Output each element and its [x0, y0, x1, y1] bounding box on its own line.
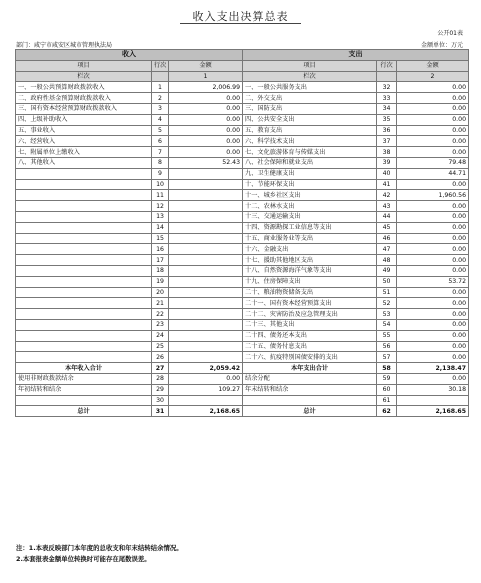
table-row — [16, 136, 469, 147]
income-row-no: 14 — [152, 222, 169, 233]
expense-amount: 1,960.56 — [397, 190, 469, 201]
header-row-expense: 行次 — [377, 60, 397, 71]
expense-item: 六、科学技术支出 — [243, 136, 377, 147]
income-total-amount: 2,059.42 — [169, 363, 243, 374]
expense-item: 十六、金融支出 — [243, 244, 377, 255]
income-amount — [169, 352, 243, 363]
expense-row-no: 40 — [377, 168, 397, 179]
income-row-no: 21 — [152, 298, 169, 309]
expense-item: 十一、城乡社区支出 — [243, 190, 377, 201]
income-amount — [169, 319, 243, 330]
income-item — [16, 276, 152, 287]
income-amount: 0.00 — [169, 136, 243, 147]
expense-row-no: 45 — [377, 222, 397, 233]
income-item: 八、其他收入 — [16, 157, 152, 168]
table-row — [16, 319, 469, 330]
income-row-no: 26 — [152, 352, 169, 363]
income-item: 二、政府性基金预算财政拨款收入 — [16, 93, 152, 104]
table-row — [16, 244, 469, 255]
income-item: 一、一般公共预算财政拨款收入 — [16, 82, 152, 93]
income-amount — [169, 341, 243, 352]
expense-amount: 0.00 — [397, 265, 469, 276]
income-item — [16, 244, 152, 255]
expense-row-no: 39 — [377, 157, 397, 168]
expense-amount: 0.00 — [397, 373, 469, 384]
income-row-no: 24 — [152, 330, 169, 341]
table-row — [16, 157, 469, 168]
income-amount — [169, 244, 243, 255]
expense-item — [243, 395, 377, 406]
income-amount: 0.00 — [169, 114, 243, 125]
header-amount-expense: 金额 — [397, 60, 469, 71]
income-item — [16, 211, 152, 222]
income-row-no: 13 — [152, 211, 169, 222]
expense-row-no: 43 — [377, 201, 397, 212]
sub-item-expense: 栏次 — [243, 71, 377, 82]
income-row-no: 25 — [152, 341, 169, 352]
expense-row-no: 36 — [377, 125, 397, 136]
income-item — [16, 298, 152, 309]
income-row-no: 23 — [152, 319, 169, 330]
expense-total-label: 本年支出合计 — [243, 363, 377, 374]
grand-total-row — [16, 406, 469, 417]
header-row-income: 行次 — [152, 60, 169, 71]
expense-amount: 0.00 — [397, 125, 469, 136]
sub-item-income: 栏次 — [16, 71, 152, 82]
income-amount: 0.00 — [169, 93, 243, 104]
department-label: 部门：咸宁市咸安区城市管理执法局 — [16, 42, 113, 49]
expense-total-amount: 2,168.65 — [397, 406, 469, 417]
expense-amount: 79.48 — [397, 157, 469, 168]
expense-amount: 0.00 — [397, 147, 469, 158]
expense-row-no: 56 — [377, 341, 397, 352]
income-amount: 0.00 — [169, 125, 243, 136]
expense-amount: 53.72 — [397, 276, 469, 287]
expense-item: 五、教育支出 — [243, 125, 377, 136]
income-row-no: 29 — [152, 384, 169, 395]
income-amount — [169, 222, 243, 233]
income-amount — [169, 211, 243, 222]
expense-amount: 0.00 — [397, 330, 469, 341]
income-item: 七、附属单位上缴收入 — [16, 147, 152, 158]
table-row — [16, 93, 469, 104]
expense-amount: 0.00 — [397, 93, 469, 104]
income-row-no: 22 — [152, 309, 169, 320]
income-item — [16, 168, 152, 179]
expense-amount: 0.00 — [397, 341, 469, 352]
table-row — [16, 211, 469, 222]
expense-item: 八、社会保障和就业支出 — [243, 157, 377, 168]
table-row — [16, 190, 469, 201]
expense-item: 十四、资源勘探工业信息等支出 — [243, 222, 377, 233]
income-item — [16, 330, 152, 341]
income-item — [16, 222, 152, 233]
table-row — [16, 114, 469, 125]
income-amount: 0.00 — [169, 147, 243, 158]
income-item: 使用非财政拨款结余 — [16, 373, 152, 384]
expense-row-no: 46 — [377, 233, 397, 244]
section-expense: 支出 — [243, 50, 469, 61]
expense-amount: 0.00 — [397, 114, 469, 125]
table-row — [16, 298, 469, 309]
column-header-row — [16, 60, 469, 71]
income-row-no: 4 — [152, 114, 169, 125]
expense-row-no: 52 — [377, 298, 397, 309]
income-item — [16, 201, 152, 212]
expense-amount: 44.71 — [397, 168, 469, 179]
expense-amount: 0.00 — [397, 233, 469, 244]
expense-row-no: 35 — [377, 114, 397, 125]
expense-item: 二十二、灾害防治及应急管理支出 — [243, 309, 377, 320]
income-item — [16, 255, 152, 266]
expense-item: 结余分配 — [243, 373, 377, 384]
income-item — [16, 309, 152, 320]
expense-amount: 0.00 — [397, 179, 469, 190]
expense-amount: 0.00 — [397, 201, 469, 212]
table-row — [16, 82, 469, 93]
expense-item: 二、外交支出 — [243, 93, 377, 104]
expense-amount: 0.00 — [397, 319, 469, 330]
sub-row-expense — [377, 71, 397, 82]
expense-row-no: 50 — [377, 276, 397, 287]
income-item — [16, 352, 152, 363]
expense-row-no: 32 — [377, 82, 397, 93]
income-amount — [169, 330, 243, 341]
income-row-no: 3 — [152, 103, 169, 114]
expense-item: 二十三、其他支出 — [243, 319, 377, 330]
income-total-label: 总计 — [16, 406, 152, 417]
income-total-row-no: 31 — [152, 406, 169, 417]
income-amount — [169, 287, 243, 298]
expense-row-no: 34 — [377, 103, 397, 114]
expense-total-row-no: 58 — [377, 363, 397, 374]
table-row — [16, 265, 469, 276]
expense-item: 十五、商业服务业等支出 — [243, 233, 377, 244]
income-row-no: 2 — [152, 93, 169, 104]
income-amount — [169, 190, 243, 201]
expense-row-no: 55 — [377, 330, 397, 341]
amount-unit-label: 金额单位：万元 — [420, 42, 463, 49]
table-row — [16, 233, 469, 244]
income-item — [16, 319, 152, 330]
income-amount — [169, 255, 243, 266]
footnote-2: 2.本套报表金额单位转换时可能存在尾数误差。 — [16, 555, 151, 563]
table-row — [16, 147, 469, 158]
table-row — [16, 384, 469, 395]
expense-amount: 0.00 — [397, 222, 469, 233]
expense-row-no: 48 — [377, 255, 397, 266]
expense-amount: 0.00 — [397, 244, 469, 255]
table-row — [16, 222, 469, 233]
income-amount: 0.00 — [169, 103, 243, 114]
income-item — [16, 233, 152, 244]
footnotes — [16, 543, 183, 565]
income-row-no: 15 — [152, 233, 169, 244]
income-row-no: 6 — [152, 136, 169, 147]
expense-row-no: 47 — [377, 244, 397, 255]
expense-amount: 0.00 — [397, 103, 469, 114]
expense-item: 七、文化旅游体育与传媒支出 — [243, 147, 377, 158]
expense-item: 十八、自然资源海洋气象等支出 — [243, 265, 377, 276]
income-row-no: 10 — [152, 179, 169, 190]
table-row — [16, 125, 469, 136]
table-row — [16, 276, 469, 287]
income-expense-table — [15, 49, 469, 417]
expense-row-no: 60 — [377, 384, 397, 395]
income-total-row-no: 27 — [152, 363, 169, 374]
header-item-income: 项目 — [16, 60, 152, 71]
table-row — [16, 255, 469, 266]
income-amount — [169, 298, 243, 309]
income-amount — [169, 201, 243, 212]
income-row-no: 1 — [152, 82, 169, 93]
expense-amount: 0.00 — [397, 287, 469, 298]
expense-item: 二十四、债务还本支出 — [243, 330, 377, 341]
expense-amount: 0.00 — [397, 352, 469, 363]
income-amount — [169, 265, 243, 276]
expense-row-no: 51 — [377, 287, 397, 298]
header-item-expense: 项目 — [243, 60, 377, 71]
expense-row-no: 41 — [377, 179, 397, 190]
expense-total-row-no: 62 — [377, 406, 397, 417]
income-row-no: 5 — [152, 125, 169, 136]
income-row-no: 7 — [152, 147, 169, 158]
income-total-label: 本年收入合计 — [16, 363, 152, 374]
income-row-no: 17 — [152, 255, 169, 266]
expense-item: 十三、交通运输支出 — [243, 211, 377, 222]
annual-total-row — [16, 363, 469, 374]
expense-row-no: 44 — [377, 211, 397, 222]
expense-row-no: 42 — [377, 190, 397, 201]
expense-item: 二十一、国有资本经营预算支出 — [243, 298, 377, 309]
expense-item: 二十六、抗疫特别国债安排的支出 — [243, 352, 377, 363]
income-item: 四、上级补助收入 — [16, 114, 152, 125]
expense-total-label: 总计 — [243, 406, 377, 417]
income-row-no: 8 — [152, 157, 169, 168]
table-row — [16, 395, 469, 406]
income-amount: 109.27 — [169, 384, 243, 395]
income-item: 六、经营收入 — [16, 136, 152, 147]
section-header-row — [16, 50, 469, 61]
expense-item: 四、公共安全支出 — [243, 114, 377, 125]
income-row-no: 16 — [152, 244, 169, 255]
income-row-no: 28 — [152, 373, 169, 384]
col-index-income: 1 — [169, 71, 243, 82]
income-item: 年初结转和结余 — [16, 384, 152, 395]
expense-row-no: 33 — [377, 93, 397, 104]
income-row-no: 30 — [152, 395, 169, 406]
income-item — [16, 287, 152, 298]
income-total-amount: 2,168.65 — [169, 406, 243, 417]
income-row-no: 12 — [152, 201, 169, 212]
income-amount — [169, 168, 243, 179]
income-amount — [169, 276, 243, 287]
income-item — [16, 190, 152, 201]
header-amount-income: 金额 — [169, 60, 243, 71]
expense-amount: 0.00 — [397, 255, 469, 266]
expense-row-no: 59 — [377, 373, 397, 384]
report-title: 收入支出决算总表 — [192, 10, 289, 23]
income-row-no: 11 — [152, 190, 169, 201]
expense-amount: 0.00 — [397, 136, 469, 147]
expense-amount: 0.00 — [397, 211, 469, 222]
income-item — [16, 341, 152, 352]
income-item: 五、事业收入 — [16, 125, 152, 136]
income-amount — [169, 233, 243, 244]
income-row-no: 20 — [152, 287, 169, 298]
table-row — [16, 341, 469, 352]
expense-row-no: 38 — [377, 147, 397, 158]
expense-amount: 0.00 — [397, 82, 469, 93]
col-index-expense: 2 — [397, 71, 469, 82]
income-item — [16, 179, 152, 190]
table-row — [16, 103, 469, 114]
expense-row-no: 61 — [377, 395, 397, 406]
table-row — [16, 287, 469, 298]
table-row — [16, 309, 469, 320]
income-amount: 0.00 — [169, 373, 243, 384]
income-item — [16, 265, 152, 276]
form-number: 公开01表 — [437, 30, 463, 37]
expense-row-no: 49 — [377, 265, 397, 276]
expense-amount — [397, 395, 469, 406]
expense-item: 十二、农林水支出 — [243, 201, 377, 212]
section-income: 收入 — [16, 50, 243, 61]
table-row — [16, 330, 469, 341]
income-row-no: 9 — [152, 168, 169, 179]
income-row-no: 18 — [152, 265, 169, 276]
expense-amount: 30.18 — [397, 384, 469, 395]
income-item: 三、国有资本经营预算财政拨款收入 — [16, 103, 152, 114]
table-row — [16, 168, 469, 179]
expense-amount: 0.00 — [397, 298, 469, 309]
table-row — [16, 179, 469, 190]
table-row — [16, 352, 469, 363]
income-amount — [169, 395, 243, 406]
income-row-no: 19 — [152, 276, 169, 287]
expense-row-no: 53 — [377, 309, 397, 320]
sub-row-income — [152, 71, 169, 82]
expense-row-no: 57 — [377, 352, 397, 363]
expense-item: 二十五、债务付息支出 — [243, 341, 377, 352]
expense-row-no: 37 — [377, 136, 397, 147]
expense-item: 十七、援助其他地区支出 — [243, 255, 377, 266]
income-amount — [169, 179, 243, 190]
expense-item: 九、卫生健康支出 — [243, 168, 377, 179]
expense-item: 十、节能环保支出 — [243, 179, 377, 190]
table-row — [16, 373, 469, 384]
table-row — [16, 201, 469, 212]
expense-amount: 0.00 — [397, 309, 469, 320]
expense-item: 三、国防支出 — [243, 103, 377, 114]
footnote-1: 注：1.本表反映部门本年度的总收支和年末结转结余情况。 — [16, 544, 183, 552]
expense-item: 十九、住房保障支出 — [243, 276, 377, 287]
expense-total-amount: 2,138.47 — [397, 363, 469, 374]
income-amount: 2,006.99 — [169, 82, 243, 93]
income-amount — [169, 309, 243, 320]
expense-item: 年末结转和结余 — [243, 384, 377, 395]
expense-item: 一、一般公共服务支出 — [243, 82, 377, 93]
title-underline — [180, 23, 301, 24]
expense-item: 二十、粮油物资储备支出 — [243, 287, 377, 298]
income-item — [16, 395, 152, 406]
expense-row-no: 54 — [377, 319, 397, 330]
income-amount: 52.43 — [169, 157, 243, 168]
column-index-row — [16, 71, 469, 82]
